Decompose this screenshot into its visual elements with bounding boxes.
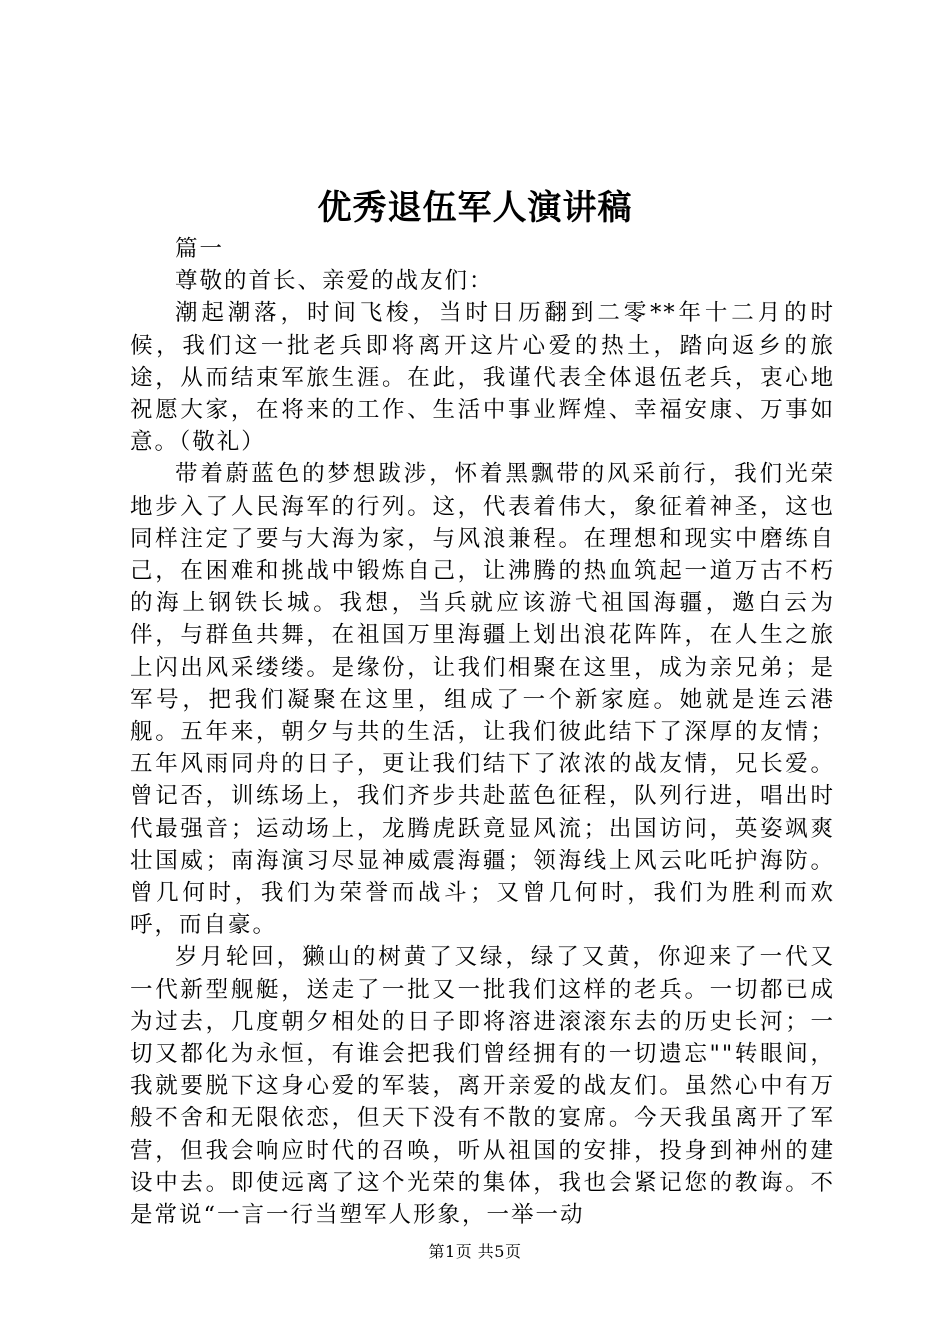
paragraph-farewell: 岁月轮回，獭山的树黄了又绿，绿了又黄，你迎来了一代又一代新型舰艇，送走了一批又一批我们这样的老兵。一切都已成为过去，几度朝夕相处的日子即将溶进滚滚东去的历史长河；一切又都化为永恒，有谁会把我们曾经拥有的一切遗忘""转眼间，我就要脱下这身心爱的军装，离开亲爱的战友们。虽然心中有万般不舍和无限依恋，但天下没有不散的宴席。今天我虽离开了军营，但我会响应时代的召唤，听从祖国的安排，投身到神州的建设中去。即使远离了这个光荣的集体，我也会紧记您的教诲。不是常说“一言一行当塑军人形象，一举一动: [130, 944, 835, 1229]
paragraph-section-label: 篇一: [175, 236, 225, 262]
document-title: 优秀退伍军人演讲稿: [317, 188, 633, 228]
paragraph-salutation: 尊敬的首长、亲爱的战友们：: [175, 268, 494, 295]
paragraph-opening: 潮起潮落，时间飞梭，当时日历翻到二零**年十二月的时候，我们这一批老兵即将离开这片心爱的热土，踏向返乡的旅途，从而结束军旅生涯。在此，我谨代表全体退伍老兵，衷心地祝愿大家，在将来的工作、生活中事业辉煌、幸福安康、万事如意。（敬礼）: [130, 300, 835, 456]
page-footer: 第1页 共5页: [428, 1242, 522, 1261]
document-body: [130, 233, 835, 1231]
paragraph-memories: 带着蔚蓝色的梦想跋涉，怀着黑飘带的风采前行，我们光荣地步入了人民海军的行列。这，代表着伟大，象征着神圣，这也同样注定了要与大海为家，与风浪兼程。在理想和现实中磨练自己，在困难和挑战中锻炼自己，让沸腾的热血筑起一道万古不朽的海上钢铁长城。我想，当兵就应该游弋祖国海疆，邀白云为伴，与群鱼共舞，在祖国万里海疆上划出浪花阵阵，在人生之旅上闪出风采缕缕。是缘份，让我们相聚在这里，成为亲兄弟；是军号，把我们凝聚在这里，组成了一个新家庭。她就是连云港舰。五年来，朝夕与共的生活，让我们彼此结下了深厚的友情；五年风雨同舟的日子，更让我们结下了浓浓的战友情，兄长爱。曾记否，训练场上，我们齐步共赴蓝色征程，队列行进，唱出时代最强音；运动场上，龙腾虎跃竟显风流；出国访问，英姿飒爽壮国威；南海演习尽显神威震海疆；领海线上风云叱吒护海防。曾几何时，我们为荣誉而战斗；又曾几何时，我们为胜利而欢呼，而自豪。: [130, 461, 835, 939]
